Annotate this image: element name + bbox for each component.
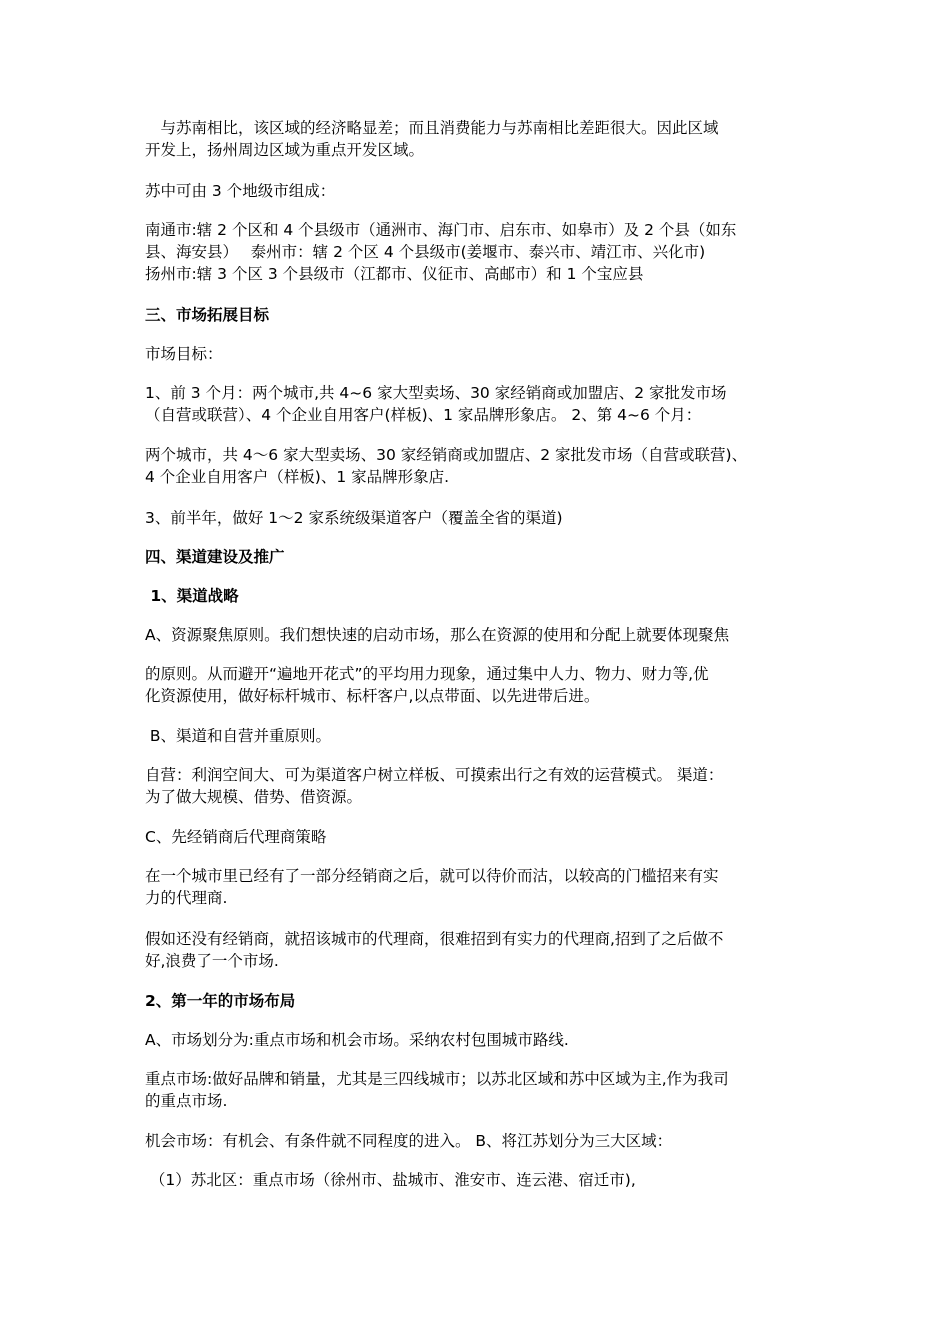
paragraph-p13 — [145, 865, 815, 909]
paragraph-p7 — [145, 507, 815, 529]
text-line: 扬州市:辖 3 个区 3 个县级市（江都市、仪征市、高邮市）和 1 个宝应县 — [145, 265, 644, 283]
paragraph-p8 — [145, 624, 815, 646]
subheading-channel-strategy — [145, 585, 815, 607]
heading-text: 三、市场拓展目标 — [145, 306, 270, 324]
paragraph-p12 — [145, 826, 815, 848]
paragraph-p2 — [145, 180, 815, 202]
text-line: 的原则。从而避开“遍地开花式”的平均用力现象，通过集中人力、物力、财力等,优 — [145, 665, 709, 683]
paragraph-p3 — [145, 219, 815, 285]
subheading-first-year-layout — [145, 990, 815, 1012]
text-line: 南通市:辖 2 个区和 4 个县级市（通洲市、海门市、启东市、如皋市）及 2 个县（如东 — [145, 221, 737, 239]
paragraph-p11 — [145, 764, 815, 808]
text-line: 1、前 3 个月：两个城市,共 4~6 家大型卖场、30 家经销商或加盟店、2 家批发市场 — [145, 384, 727, 402]
text-line: A、资源聚焦原则。我们想快速的启动市场，那么在资源的使用和分配上就要体现聚焦 — [145, 626, 730, 644]
paragraph-p18 — [145, 1169, 815, 1191]
text-line: 假如还没有经销商，就招该城市的代理商，很难招到有实力的代理商,招到了之后做不 — [145, 930, 724, 948]
paragraph-p5 — [145, 382, 815, 426]
text-line: （自营或联营）、4 个企业自用客户(样板)、1 家品牌形象店。 2、第 4~6 个月： — [145, 406, 702, 424]
text-line: 重点市场:做好品牌和销量，尤其是三四线城市；以苏北区域和苏中区域为主,作为我司 — [145, 1070, 729, 1088]
text-line: （1）苏北区：重点市场（徐州市、盐城市、淮安市、连云港、宿迁市), — [145, 1171, 636, 1189]
paragraph-p16 — [145, 1068, 815, 1112]
text-line: 4 个企业自用客户（样板)、1 家品牌形象店. — [145, 468, 450, 486]
text-line: 化资源使用，做好标杆城市、标杆客户,以点带面、以先进带后进。 — [145, 687, 600, 705]
paragraph-p9 — [145, 663, 815, 707]
text-line: 3、前半年，做好 1～2 家系统级渠道客户（覆盖全省的渠道) — [145, 509, 563, 527]
heading-text: 1、渠道战略 — [145, 587, 239, 605]
paragraph-p10 — [145, 725, 815, 747]
text-line: 苏中可由 3 个地级市组成： — [145, 182, 336, 200]
text-line: 好,浪费了一个市场. — [145, 952, 279, 970]
paragraph-p15 — [145, 1029, 815, 1051]
paragraph-p4 — [145, 343, 815, 365]
paragraph-p17 — [145, 1130, 815, 1152]
heading-text: 四、渠道建设及推广 — [145, 548, 285, 566]
text-line: 与苏南相比，该区域的经济略显差；而且消费能力与苏南相比差距很大。因此区域 — [145, 119, 719, 137]
section-heading-3 — [145, 304, 815, 326]
text-line: 县、海安县） 泰州市：辖 2 个区 4 个县级市(姜堰市、泰兴市、靖江市、兴化市) — [145, 243, 706, 261]
heading-text: 2、第一年的市场布局 — [145, 992, 296, 1010]
section-heading-4 — [145, 546, 815, 568]
text-line: 的重点市场. — [145, 1092, 228, 1110]
paragraph-p6 — [145, 444, 815, 488]
text-line: 力的代理商. — [145, 889, 228, 907]
text-line: 开发上，扬州周边区域为重点开发区域。 — [145, 141, 425, 159]
text-line: 机会市场：有机会、有条件就不同程度的进入。 B、将江苏划分为三大区域： — [145, 1132, 673, 1150]
text-line: 两个城市，共 4～6 家大型卖场、30 家经销商或加盟店、2 家批发市场（自营或联营)、 — [145, 446, 748, 464]
text-line: B、渠道和自营并重原则。 — [145, 727, 332, 745]
text-line: 市场目标： — [145, 345, 223, 363]
text-line: 自营：利润空间大、可为渠道客户树立样板、可摸索出行之有效的运营模式。 渠道： — [145, 766, 724, 784]
paragraph-p14 — [145, 928, 815, 972]
text-line: A、市场划分为:重点市场和机会市场。采纳农村包围城市路线. — [145, 1031, 569, 1049]
text-line: 为了做大规模、借势、借资源。 — [145, 788, 363, 806]
paragraph-p1 — [145, 117, 815, 161]
text-line: 在一个城市里已经有了一部分经销商之后，就可以待价而沽，以较高的门槛招来有实 — [145, 867, 719, 885]
text-line: C、先经销商后代理商策略 — [145, 828, 327, 846]
